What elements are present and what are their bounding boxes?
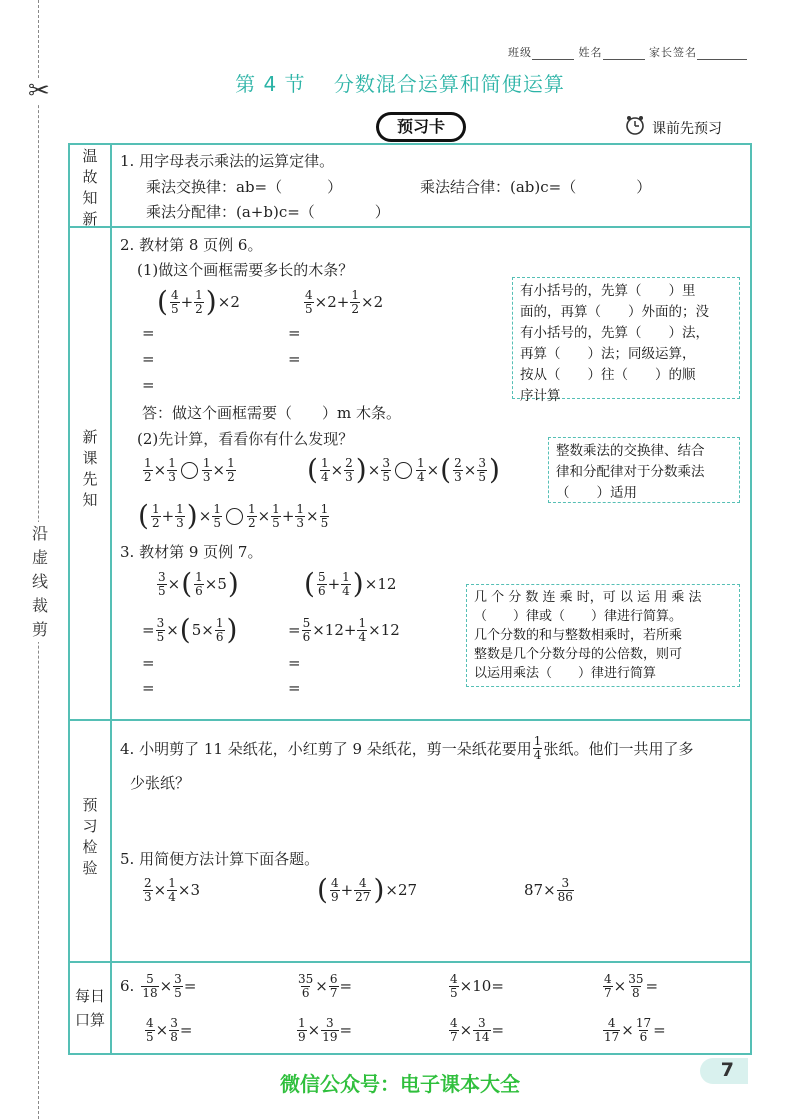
fraction: $\frac{35}{6}$ [298,971,314,1000]
fraction: $\frac{3}{14}$ [474,1015,490,1044]
fraction: $\frac{1}{5}$ [213,501,221,530]
fraction: $\frac{3}{5}$ [156,615,165,644]
row-divider [68,961,752,963]
fraction: $\frac{4}{5}$ [170,287,179,316]
card-title: 预习卡 [379,115,463,139]
page-number: 7 [720,1059,734,1081]
hint-box-laws-apply: 整数乘法的交换律、结合 律和分配律对于分数乘法 （ ）适用 [548,437,740,503]
fraction: $\frac{1}{4}$ [320,455,329,484]
fraction: $\frac{17}{6}$ [635,1015,652,1044]
equals-sign: = [288,324,301,342]
compare-circle[interactable] [181,462,198,479]
fraction: $\frac{3}{8}$ [170,1015,178,1044]
fraction: $\frac{3}{86}$ [557,875,573,904]
fraction: $\frac{2}{3}$ [454,455,462,484]
parent-signature-label: 家长签名 [649,46,697,59]
distributive-law: 乘法分配律：(a+b)c=（ ） [146,203,390,221]
daily-item: $\frac{1}{9}$ × $\frac{3}{19}$ = [298,1015,353,1044]
daily-item: $\frac{35}{6}$ × $\frac{6}{7}$ = [298,971,353,1000]
equals-sign: = [288,350,301,368]
fraction: $\frac{1}{4}$ [168,875,176,904]
fraction: $\frac{1}{2}$ [227,455,235,484]
expression-5a: $\frac{2}{3}$ × $\frac{1}{4}$ × 3 [144,875,200,904]
equals-sign: = [142,376,155,394]
fraction: $\frac{1}{3}$ [176,501,184,530]
scissors-icon: ✂ [28,76,50,106]
daily-item: $\frac{4}{5}$ × 10 = [450,971,504,1000]
fraction: $\frac{1}{2}$ [247,501,256,530]
expression-3a: $\frac{3}{5}$ × ( $\frac{1}{6}$ × 5 ) [158,567,239,600]
cut-label: 沿 虚 线 裁 剪 [30,522,50,642]
fraction: $\frac{6}{7}$ [329,971,338,1000]
fraction: $\frac{1}{4}$ [533,733,542,762]
fraction: $\frac{1}{2}$ [151,501,160,530]
class-field[interactable] [532,59,574,60]
question-2-part-1: (1)做这个画框需要多长的木条？ [137,261,354,279]
compare-row-2: ( $\frac{1}{2}$ + $\frac{1}{3}$ ) × $\frac{1}{5}$ $\frac{1}{2}$ × $\frac{1}{5}$ + $\frac{1}{3}$ × $\frac{1}{5}$ [138,499,329,532]
section-review: 温 故 知 新 [82,147,98,228]
fraction: $\frac{1}{3}$ [168,455,176,484]
fraction: $\frac{1}{4}$ [358,615,367,644]
compare-row-1b: ( $\frac{1}{4}$ × $\frac{2}{3}$ ) × $\frac{3}{5}$ $\frac{1}{4}$ × ( $\frac{2}{3}$ × $\frac{3}{5}$ ) [307,453,500,486]
section-column-divider [110,143,112,1055]
fraction: $\frac{4}{5}$ [305,287,313,316]
equals-sign: = [288,679,301,697]
section-check: 预 习 检 验 [82,796,98,877]
fraction: $\frac{1}{9}$ [298,1015,306,1044]
hint-box-simplify: 几 个 分 数 连 乘 时，可 以 运 用 乘 法 （ ）律或（ ）律进行简算。 几个分数的和与整数相乘时，若所乘 整数是几个分数分母的公倍数，则可 以运用乘法（ ）律进行简算 [466,584,740,687]
question-4-continued: 少张纸？ [130,774,191,792]
fraction: $\frac{4}{5}$ [450,971,458,1000]
daily-item: $\frac{4}{5}$ × $\frac{3}{8}$ = [146,1015,193,1044]
fraction: $\frac{3}{5}$ [478,455,486,484]
section-daily: 每日 口算 [74,987,105,1029]
fraction: $\frac{4}{27}$ [355,875,371,904]
fraction: $\frac{1}{4}$ [416,455,425,484]
preview-label: 课前先预习 [652,121,722,137]
daily-item: $\frac{4}{17}$ × $\frac{17}{6}$ = [604,1015,666,1044]
fraction: $\frac{5}{6}$ [317,569,326,598]
hint-box-order-of-operations: 有小括号的，先算（ ）里 面的，再算（ ）外面的；没 有小括号的，先算（ ）法， 再算（ ）法；同级运算， 按从（ ）往（ ）的顺 序计算 [512,277,740,399]
question-2: 2. 教材第 8 页例 6。 [120,236,263,254]
fraction: $\frac{1}{5}$ [320,501,329,530]
question-3: 3. 教材第 9 页例 7。 [120,543,263,561]
equals-sign: = [142,679,155,697]
expression-3b-step: = $\frac{5}{6}$ × 12 + $\frac{1}{4}$ × 12 [288,615,400,644]
answer-line: 答：做这个画框需要（ ）m 木条。 [142,404,401,422]
fraction: $\frac{1}{4}$ [342,569,350,598]
student-info-header [508,44,747,60]
row-divider [68,226,752,228]
fraction: $\frac{2}{3}$ [144,875,152,904]
compare-row-1a: $\frac{1}{2}$ × $\frac{1}{3}$ $\frac{1}{3}$ × $\frac{1}{2}$ [144,455,235,484]
name-field[interactable] [603,59,645,60]
name-label: 姓名 [578,46,603,59]
equals-sign: = [142,350,155,368]
equals-sign: = [142,654,155,672]
expression-5c: 87 × $\frac{3}{86}$ [524,875,573,904]
question-1: 1. 用字母表示乘法的运算定律。 [120,152,335,170]
question-2-part-2: (2)先计算，看看你有什么发现？ [137,430,354,448]
compare-circle[interactable] [395,462,412,479]
question-5: 5. 用简便方法计算下面各题。 [120,850,320,868]
page-title: 第 4 节 分数混合运算和简便运算 [235,72,565,96]
expression-3a-step: = $\frac{3}{5}$ × ( 5 × $\frac{1}{6}$ ) [142,613,238,646]
question-4: 4. 小明剪了 11 朵纸花，小红剪了 9 朵纸花，剪一朵纸花要用 $\frac{1}{4}$ 张纸。他们一共用了多 [120,733,694,762]
associative-law: 乘法结合律：(ab)c=（ ） [420,178,652,196]
fraction: $\frac{4}{7}$ [604,971,612,1000]
fraction: $\frac{3}{19}$ [322,1015,338,1044]
fraction: $\frac{1}{5}$ [272,501,280,530]
compare-circle[interactable] [226,508,243,525]
fraction: $\frac{1}{6}$ [195,569,203,598]
fraction: $\frac{2}{3}$ [345,455,353,484]
fraction: $\frac{1}{2}$ [195,287,203,316]
expression-2-1a: ( $\frac{4}{5}$ + $\frac{1}{2}$ ) × 2 [157,285,240,318]
daily-row-1: 6. $\frac{5}{18}$ × $\frac{3}{5}$ = [120,971,197,1000]
expression-5b: ( $\frac{4}{9}$ + $\frac{4}{27}$ ) × 27 [317,873,418,906]
fraction: $\frac{5}{6}$ [302,615,311,644]
fraction: $\frac{4}{7}$ [450,1015,458,1044]
clock-icon [624,114,646,136]
fraction: $\frac{4}{9}$ [330,875,339,904]
fraction: $\frac{4}{17}$ [604,1015,620,1044]
commutative-law: 乘法交换律：ab=（ ） [146,178,343,196]
row-divider [68,719,752,721]
daily-item: $\frac{4}{7}$ × $\frac{35}{8}$ = [604,971,659,1000]
fraction: $\frac{5}{18}$ [142,971,158,1000]
class-label: 班级 [508,46,532,59]
expression-2-1b: $\frac{4}{5}$ × 2 + $\frac{1}{2}$ × 2 [305,287,384,316]
fraction: $\frac{3}{5}$ [174,971,182,1000]
section-new: 新 课 先 知 [82,428,98,509]
expression-3b: ( $\frac{5}{6}$ + $\frac{1}{4}$ ) × 12 [304,567,397,600]
fraction: $\frac{4}{5}$ [146,1015,154,1044]
fraction: $\frac{1}{2}$ [351,287,359,316]
card-title-badge [376,112,466,142]
fraction: $\frac{1}{3}$ [296,501,305,530]
equals-sign: = [142,324,155,342]
equals-sign: = [288,654,301,672]
daily-item: $\frac{4}{7}$ × $\frac{3}{14}$ = [450,1015,505,1044]
fraction: $\frac{3}{5}$ [382,455,390,484]
fraction: $\frac{1}{6}$ [215,615,224,644]
fraction: $\frac{3}{5}$ [158,569,166,598]
fraction: $\frac{1}{2}$ [144,455,152,484]
fraction: $\frac{35}{8}$ [628,971,644,1000]
fraction: $\frac{1}{3}$ [202,455,211,484]
watermark: 微信公众号：电子课本大全 [280,1072,520,1096]
parent-signature-field[interactable] [697,59,747,60]
